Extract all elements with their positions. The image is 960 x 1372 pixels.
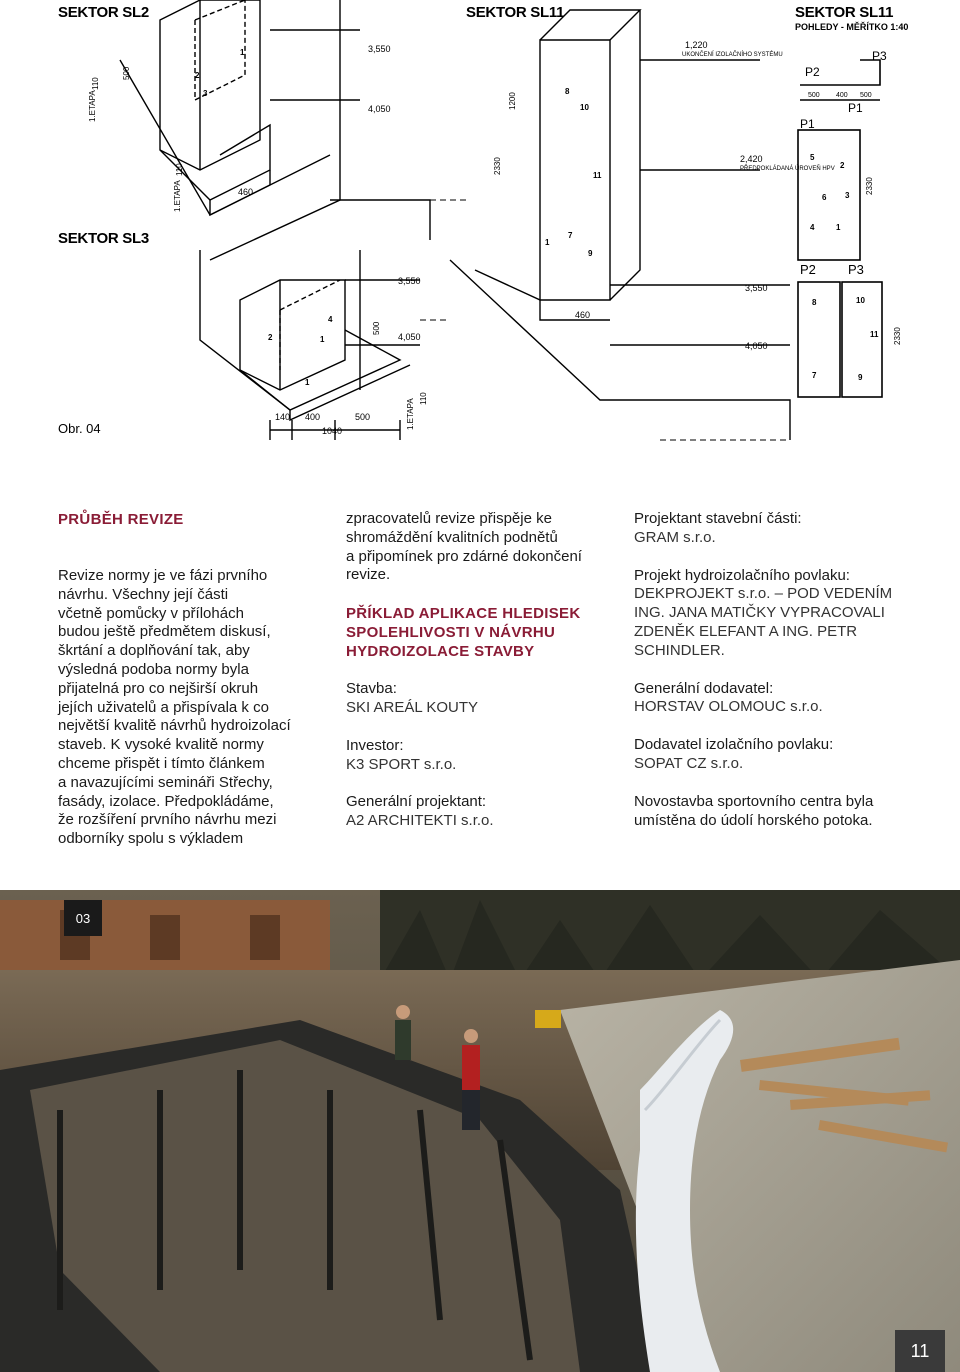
- svg-text:4: 4: [810, 223, 815, 232]
- svg-text:110: 110: [175, 163, 184, 176]
- svg-text:500: 500: [372, 321, 381, 335]
- svg-text:P3: P3: [872, 49, 887, 63]
- svg-text:9: 9: [588, 249, 593, 258]
- svg-text:10: 10: [580, 103, 589, 112]
- investor-value: K3 SPORT s.r.o.: [346, 755, 457, 773]
- svg-text:140: 140: [275, 412, 291, 422]
- stavba-label: Stavba:: [346, 680, 397, 698]
- body-line: největší kvalitě návrhů hydroizolací: [58, 717, 291, 735]
- sector-sl3-title: SEKTOR SL3: [58, 230, 149, 247]
- svg-text:9: 9: [858, 373, 863, 382]
- svg-text:P1: P1: [800, 117, 815, 131]
- projekt-hydroizolace-value: SCHINDLER.: [634, 641, 725, 659]
- body-line: přijatelná pro co nejširší okruh: [58, 679, 259, 697]
- svg-text:1: 1: [240, 48, 245, 57]
- svg-text:500: 500: [355, 412, 371, 422]
- svg-text:1040: 1040: [322, 426, 343, 436]
- projektant-value: GRAM s.r.o.: [634, 528, 716, 546]
- svg-text:7: 7: [568, 231, 573, 240]
- svg-text:1200: 1200: [508, 92, 517, 110]
- svg-text:460: 460: [575, 310, 591, 320]
- sector-sl11-title: SEKTOR SL11: [466, 4, 565, 21]
- drawing-canvas: [0, 0, 960, 460]
- note-line: umístěna do údolí horského potoka.: [634, 811, 873, 829]
- svg-text:1: 1: [305, 378, 310, 387]
- svg-text:500: 500: [860, 92, 872, 99]
- note-line: Novostavba sportovního centra byla: [634, 792, 874, 810]
- svg-text:3: 3: [845, 191, 850, 200]
- section-heading-priklad: SPOLEHLIVOSTI V NÁVRHU: [346, 624, 556, 642]
- svg-text:1.ETAPA: 1.ETAPA: [88, 90, 97, 122]
- svg-text:4,050: 4,050: [368, 104, 391, 114]
- section-heading-revize: PRŮBĚH REVIZE: [58, 511, 184, 528]
- general-dodavatel-value: HORSTAV OLOMOUC s.r.o.: [634, 698, 823, 716]
- svg-text:2: 2: [268, 333, 273, 342]
- sector-sl2-title: SEKTOR SL2: [58, 4, 149, 21]
- body-line: revize.: [346, 566, 391, 584]
- general-projektant-label: Generální projektant:: [346, 793, 487, 811]
- svg-text:UKONČENÍ IZOLAČNÍHO SYSTÉMU: UKONČENÍ IZOLAČNÍHO SYSTÉMU: [682, 52, 783, 58]
- section-heading-priklad: HYDROIZOLACE STAVBY: [346, 643, 535, 661]
- svg-text:400: 400: [836, 92, 848, 99]
- svg-text:1,220: 1,220: [685, 40, 708, 50]
- svg-text:P2: P2: [805, 65, 820, 79]
- body-line: návrhu. Všechny její části: [58, 585, 229, 603]
- sector-sl11-views-title: SEKTOR SL11: [795, 4, 894, 21]
- svg-text:4,050: 4,050: [398, 332, 421, 342]
- projektant-label: Projektant stavební části:: [634, 510, 802, 527]
- svg-text:P2: P2: [800, 262, 816, 277]
- general-dodavatel-label: Generální dodavatel:: [634, 679, 774, 697]
- body-line: budou ještě předmětem diskusí,: [58, 623, 271, 641]
- photo-number-badge: 03: [64, 900, 102, 936]
- svg-text:10: 10: [856, 296, 865, 305]
- svg-text:7: 7: [812, 371, 817, 380]
- projekt-hydroizolace-label: Projekt hydroizolačního povlaku:: [634, 566, 850, 584]
- svg-text:1: 1: [320, 335, 325, 344]
- svg-text:2330: 2330: [865, 177, 874, 195]
- body-line: škrtání a doplňování tak, aby: [58, 642, 250, 660]
- general-projektant-value: A2 ARCHITEKTI s.r.o.: [346, 812, 494, 830]
- svg-text:2: 2: [840, 161, 845, 170]
- dodavatel-izolace-label: Dodavatel izolačního povlaku:: [634, 736, 834, 754]
- body-line: jejích uživatelů a přispívala k co: [58, 698, 269, 716]
- projekt-hydroizolace-value: ZDENĚK ELEFANT A ING. PETR: [634, 622, 858, 640]
- photo-illustration: [0, 890, 960, 1372]
- svg-text:8: 8: [565, 87, 570, 96]
- body-line: chceme přispět i tímto článkem: [58, 754, 265, 772]
- svg-text:PŘEDPOKLÁDANÁ ÚROVEŇ HPV: PŘEDPOKLÁDANÁ ÚROVEŇ HPV: [740, 166, 835, 172]
- construction-site-photo: [0, 890, 960, 1372]
- body-line: včetně pomůcky v přílohách: [58, 604, 244, 622]
- svg-text:2330: 2330: [493, 157, 502, 175]
- stavba-value: SKI AREÁL KOUTY: [346, 698, 478, 716]
- svg-text:400: 400: [305, 412, 321, 422]
- svg-text:1: 1: [545, 238, 550, 247]
- body-line: výsledná podoba normy byla: [58, 660, 249, 678]
- svg-text:P3: P3: [848, 262, 864, 277]
- svg-text:11: 11: [593, 171, 602, 180]
- svg-text:3,550: 3,550: [398, 276, 421, 286]
- column-3: [634, 510, 934, 830]
- svg-text:1.ETAPA: 1.ETAPA: [173, 180, 182, 212]
- svg-text:2: 2: [195, 71, 200, 80]
- svg-text:110: 110: [91, 77, 100, 90]
- svg-text:1: 1: [836, 223, 841, 232]
- svg-text:8: 8: [812, 298, 817, 307]
- svg-text:2330: 2330: [893, 327, 902, 345]
- section-heading-priklad: PŘÍKLAD APLIKACE HLEDISEK: [346, 605, 581, 623]
- svg-text:5: 5: [810, 153, 815, 162]
- body-line: a navazujícími semináři Střechy,: [58, 773, 273, 791]
- column-2: [346, 510, 616, 831]
- body-line: staveb. K vysoké kvalitě normy: [58, 736, 264, 754]
- svg-text:500: 500: [122, 66, 131, 80]
- projekt-hydroizolace-value: ING. JANA MATIČKY VYPRACOVALI: [634, 604, 885, 622]
- svg-text:3,550: 3,550: [745, 283, 768, 293]
- svg-text:11: 11: [870, 330, 879, 339]
- projekt-hydroizolace-value: DEKPROJEKT s.r.o. – POD VEDENÍM: [634, 585, 893, 603]
- dim-label: 3,550: [368, 44, 391, 54]
- body-line: Revize normy je ve fázi prvního: [58, 567, 268, 584]
- svg-text:2,420: 2,420: [740, 154, 763, 164]
- dodavatel-izolace-value: SOPAT CZ s.r.o.: [634, 754, 744, 772]
- svg-text:3: 3: [203, 89, 208, 98]
- svg-text:110: 110: [419, 392, 428, 405]
- figure-label: Obr. 04: [58, 421, 101, 436]
- body-line: že rozšíření prvního návrhu mezi: [58, 811, 277, 829]
- body-line: shromáždění kvalitních podnětů: [346, 528, 558, 546]
- body-line: zpracovatelů revize přispěje ke: [346, 510, 552, 527]
- investor-label: Investor:: [346, 736, 404, 754]
- svg-text:4: 4: [328, 315, 333, 324]
- page-number: 11: [895, 1330, 945, 1372]
- views-scale-label: POHLEDY - MĚŘÍTKO 1:40: [795, 22, 909, 32]
- svg-text:460: 460: [238, 187, 254, 197]
- column-1: [58, 510, 328, 849]
- body-line: a připomínek pro zdárné dokončení: [346, 547, 582, 565]
- svg-text:6: 6: [822, 193, 827, 202]
- body-line: odborníky spolu s výkladem: [58, 830, 244, 848]
- svg-text:4,050: 4,050: [745, 341, 768, 351]
- svg-text:1.ETAPA: 1.ETAPA: [406, 398, 415, 430]
- body-line: fasády, izolace. Předpokládáme,: [58, 792, 274, 810]
- svg-text:500: 500: [808, 92, 820, 99]
- svg-text:P1: P1: [848, 101, 863, 115]
